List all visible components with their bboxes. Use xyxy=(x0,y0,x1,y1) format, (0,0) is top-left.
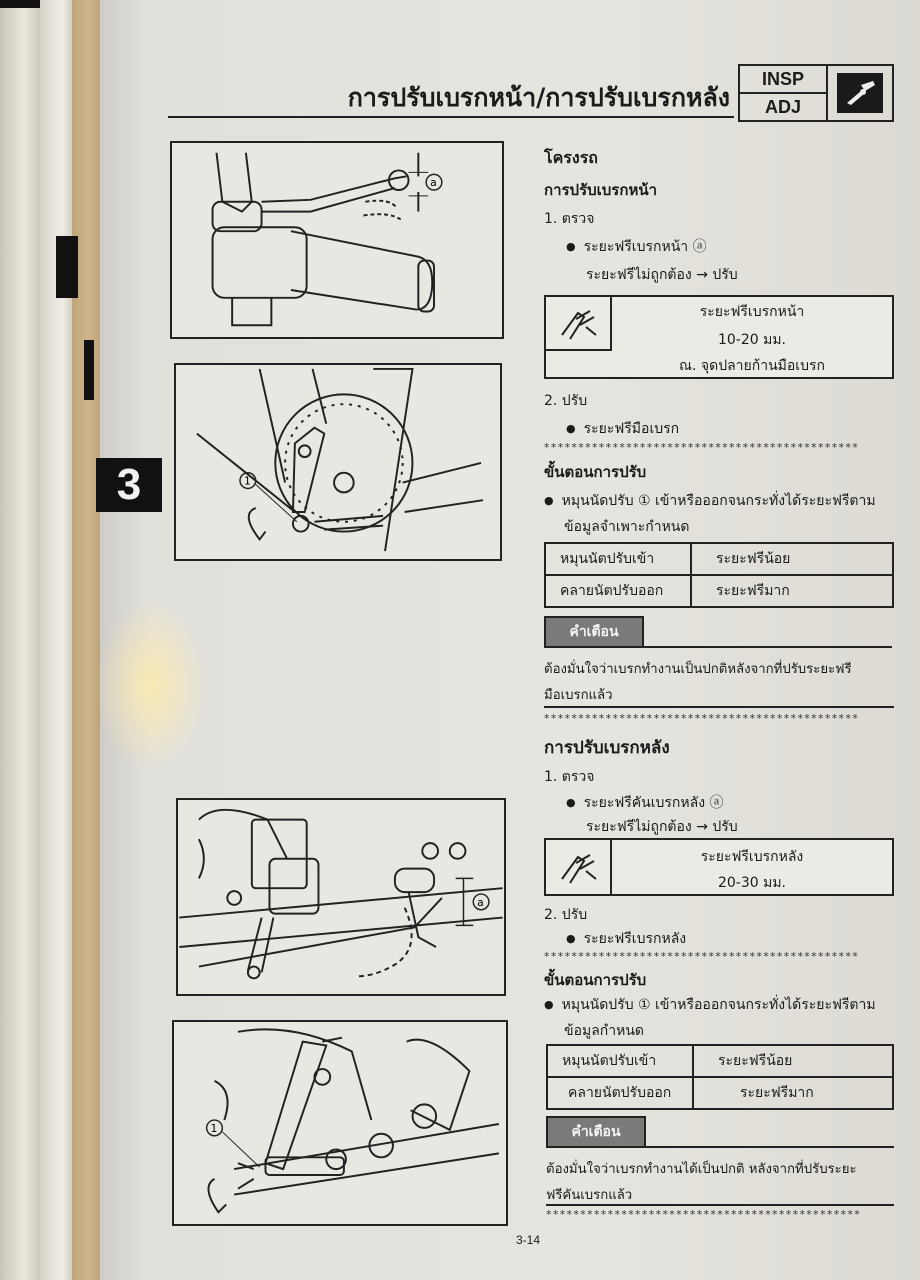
rear-procedure-title: ขั้นตอนการปรับ xyxy=(544,971,647,989)
front-adjust-table xyxy=(544,542,894,608)
figure-label-a: a xyxy=(430,176,437,190)
page-stack-edge xyxy=(40,0,72,1280)
warning-label: คำเตือน xyxy=(544,616,644,648)
separator-stars: ********************************************** xyxy=(546,1208,862,1221)
front-spec-note: ณ. จุดปลายก้านมือเบรก xyxy=(679,358,825,374)
warning-label: คำเตือน xyxy=(546,1116,646,1148)
table-cell: ระยะฟรีมาก xyxy=(716,583,790,599)
table-cell: คลายนัตปรับออก xyxy=(546,576,692,606)
rear-spec-value: 20-30 มม. xyxy=(717,875,787,891)
front-step-2: 2. ปรับ xyxy=(544,393,588,409)
page-stack-edge xyxy=(0,0,40,1280)
front-spec-value: 10-20 มม. xyxy=(717,332,787,348)
warning-rule xyxy=(544,706,894,708)
chapter-tab: 3 xyxy=(96,458,162,512)
rear-adjust-item: ● ระยะฟรีเบรกหลัง xyxy=(566,928,686,950)
page-title: การปรับเบรกหน้า/การปรับเบรกหลัง xyxy=(347,83,730,112)
rear-procedure-line-2: ข้อมูลกำหนด xyxy=(564,1023,645,1039)
figure-label-a: a xyxy=(477,895,484,909)
front-brake-adjusting-nut-illustration xyxy=(174,363,502,561)
rear-procedure-line-1: ● หมุนนัดปรับ ① เข้าหรือออกจนกระทั่งได้ระยะฟรีตาม xyxy=(544,994,876,1016)
table-cell: ระยะฟรีน้อย xyxy=(692,544,892,576)
rear-warning-line-1: ต้องมั่นใจว่าเบรกทำงานได้เป็นปกติ หลังจากที่ปรับระยะ xyxy=(546,1162,857,1177)
caliper-icon xyxy=(546,297,612,351)
rear-step-2: 2. ปรับ xyxy=(544,907,588,923)
rear-spec-box xyxy=(544,838,894,896)
table-cell: ระยะฟรีน้อย xyxy=(694,1046,892,1078)
index-tab-mark xyxy=(84,340,94,400)
section-heading: โครงรถ xyxy=(544,148,598,167)
front-warning-header xyxy=(544,616,892,648)
front-procedure-title: ขั้นตอนการปรับ xyxy=(544,463,647,481)
badge-adj: ADJ xyxy=(764,96,801,117)
front-adjust-item: ● ระยะฟรีมือเบรก xyxy=(566,418,679,440)
wrench-screwdriver-icon xyxy=(837,73,883,113)
rear-adjust-table xyxy=(546,1044,894,1110)
warning-rule xyxy=(546,1204,894,1206)
rear-brake-pedal-illustration xyxy=(176,798,506,996)
front-step-1: 1. ตรวจ xyxy=(544,211,595,227)
table-cell: หมุนนัตปรับเข้า xyxy=(548,1046,694,1078)
front-brake-lever-illustration xyxy=(170,141,504,339)
rear-brake-adjusting-nut-illustration xyxy=(172,1020,508,1226)
front-warning-line-2: มือเบรกแล้ว xyxy=(544,688,613,703)
front-procedure-line-1: ● หมุนนัดปรับ ① เข้าหรือออกจนกระทั่งได้ระยะฟรีตาม xyxy=(544,490,876,512)
rear-brake-heading: การปรับเบรกหลัง xyxy=(544,738,670,758)
index-tab-mark xyxy=(56,236,78,298)
rear-warning-line-2: ฟรีคันเบรกแล้ว xyxy=(546,1188,633,1203)
separator-stars: ********************************************** xyxy=(544,441,860,454)
rear-check-item: ● ระยะฟรีคันเบรกหลัง ⓐ xyxy=(566,792,724,814)
rear-spec-name: ระยะฟรีเบรกหลัง xyxy=(700,849,804,865)
table-cell: คลายนัตปรับออก xyxy=(548,1078,694,1108)
front-spec-name: ระยะฟรีเบรกหน้า xyxy=(699,304,805,320)
badge-insp: INSP xyxy=(740,66,826,94)
light-glare xyxy=(96,600,206,770)
section-badge xyxy=(738,64,894,122)
figure-label-1: 1 xyxy=(243,474,251,488)
front-brake-heading: การปรับเบรกหน้า xyxy=(544,181,658,199)
index-tab-mark xyxy=(0,0,40,8)
front-procedure-line-2: ข้อมูลจำเพาะกำหนด xyxy=(564,519,690,535)
rear-step-1: 1. ตรวจ xyxy=(544,769,595,785)
figure-label-1: 1 xyxy=(210,1121,218,1135)
rear-warning-header xyxy=(546,1116,894,1148)
separator-stars: ********************************************** xyxy=(544,950,860,963)
table-cell: ระยะฟรีมาก xyxy=(740,1085,814,1101)
front-check-item: ● ระยะฟรีเบรกหน้า ⓐ xyxy=(566,236,707,258)
table-cell: หมุนนัตปรับเข้า xyxy=(546,544,692,576)
front-check-result: ระยะฟรีไม่ถูกต้อง → ปรับ xyxy=(586,267,738,283)
front-warning-line-1: ต้องมั่นใจว่าเบรกทำงานเป็นปกติหลังจากที่ปรับระยะฟรี xyxy=(544,662,852,677)
front-spec-box xyxy=(544,295,894,379)
page-number: 3-14 xyxy=(516,1233,541,1247)
title-rule xyxy=(168,116,734,118)
caliper-icon xyxy=(546,840,612,894)
rear-check-result: ระยะฟรีไม่ถูกต้อง → ปรับ xyxy=(586,819,738,835)
separator-stars: ********************************************** xyxy=(544,712,860,725)
